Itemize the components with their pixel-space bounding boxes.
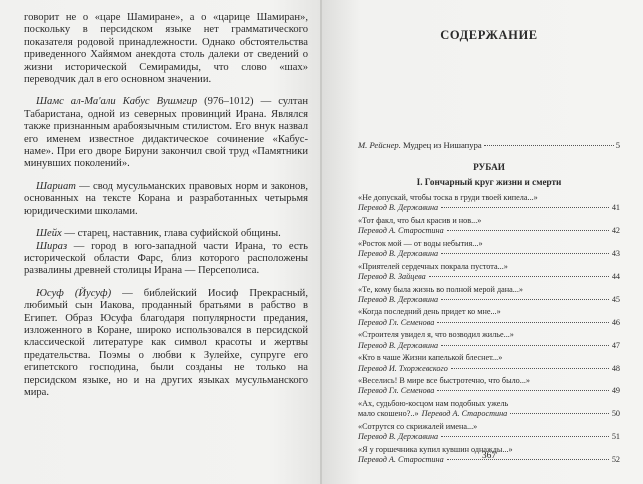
toc-page-number: 43 <box>611 249 620 259</box>
leader-dots <box>441 252 609 254</box>
toc-page-number: 42 <box>611 226 620 236</box>
toc-translator-row <box>358 364 620 374</box>
toc-page-number: 45 <box>611 294 620 304</box>
toc-page-number: 49 <box>611 386 620 396</box>
glossary-entry-sheikh: Шейх — старец, наставник, глава суфийской общины. <box>36 228 281 240</box>
toc-item[interactable] <box>358 422 620 443</box>
toc-translator-row <box>358 432 620 442</box>
toc-page-number: 51 <box>611 432 620 442</box>
toc-first-line: «Росток мой — от воды небытия...» <box>358 238 483 248</box>
toc-list <box>358 193 620 468</box>
toc-translator-row <box>358 318 620 328</box>
toc-first-line: «Веселись! В мире все быстротечно, что было...» <box>358 376 531 386</box>
toc-translator-row <box>358 386 620 396</box>
toc-intro-entry[interactable] <box>358 140 620 150</box>
glossary-paragraph-continued: говорит не о «царе Шамиране», а о «царице Шамиран», поскольку в персидском языке нет грамматического показателя родовой принадлежности. Однако обстоятельства приведенного Хайямом анекдота столь далеки от сведений о жизни исторической Семирамиды, что слово «шах» переводчик дал в его основном значении. <box>24 12 308 86</box>
leader-dots <box>510 412 609 414</box>
toc-translator-row <box>358 203 620 213</box>
toc-page-number: 44 <box>611 271 620 281</box>
toc-second-line: мало скошено?..» <box>358 409 419 419</box>
toc-translator: Перевод А. Старостина <box>358 455 444 465</box>
toc-translator: Перевод В. Державина <box>358 249 439 259</box>
toc-first-line: «Строителя увидел я, что возводил жилье...» <box>358 330 514 340</box>
toc-item[interactable] <box>358 330 620 351</box>
toc-translator: Перевод А. Старостина <box>358 226 444 236</box>
toc-page-number: 52 <box>611 455 620 465</box>
glossary-entry-shams: Шамс ал-Ма'али Кабус Вушмгир (976–1012) — султан Табаристана, одной из северных провинций Ирана. Являлся также признанным арабоязычным стилистом. Его внук назвал его именем известное дидактическое сочинение «Кабус-наме». При его дворе Бируни закончил свой труд «Памятники минувших поколений». <box>24 96 308 170</box>
toc-item[interactable] <box>358 307 620 328</box>
toc-translator: Перевод В. Зайцева <box>358 271 426 281</box>
intro-author: М. Рейснер. <box>358 140 401 150</box>
subsection-title: I. Гончарный круг жизни и смерти <box>416 177 562 187</box>
toc-translator-row <box>358 272 620 282</box>
toc-translator-row <box>358 409 620 419</box>
leader-dots <box>441 344 609 346</box>
toc-translator: Перевод В. Державина <box>358 340 439 350</box>
toc-item[interactable] <box>358 193 620 214</box>
toc-translator: Перевод Гл. Семенова <box>358 317 435 327</box>
section-title: РУБАИ <box>473 162 505 172</box>
toc-page-number: 47 <box>611 340 620 350</box>
intro-page: 5 <box>615 140 620 150</box>
leader-dots <box>484 144 614 146</box>
toc-item[interactable] <box>358 216 620 237</box>
toc-first-line: «Те, кому была жизнь во полной мерой дана...» <box>358 284 523 294</box>
toc-first-line: «Тот факл, что был красив и нов...» <box>358 215 482 225</box>
toc-translator-row <box>358 226 620 236</box>
toc-translator: Перевод В. Державина <box>358 203 439 213</box>
glossary-entry-yusuf: Юсуф (Йусуф) — библейский Иосиф Прекрасный, любимый сын Иакова, проданный братьями в рабство в Египет. Образ Юсуфа благодаря популярности предания, изложенного в Коране, широко использовался в персидской классической литературе как символ красоты и жертвы предательства. Поэмы о любви к Зулейхе, супруге его египетского господина, были созданы не только на персидском языке, но и на других языках мусульманского мира. <box>24 287 308 398</box>
leader-dots <box>441 206 609 208</box>
toc-translator-row <box>358 295 620 305</box>
toc-first-line: «Приятелей сердечных покрала пустота...» <box>358 261 508 271</box>
toc-item[interactable] <box>358 376 620 397</box>
toc-first-line: «Когда последний день придет ко мне...» <box>358 307 501 317</box>
leader-dots <box>429 275 609 277</box>
toc-title: СОДЕРЖАНИЕ <box>440 28 538 42</box>
leader-dots <box>447 229 609 231</box>
toc-item[interactable] <box>358 353 620 374</box>
leader-dots <box>437 321 608 323</box>
left-page <box>0 0 321 484</box>
toc-first-line: «Ах, судьбою-косцом нам подобных ужель <box>358 399 509 409</box>
leader-dots <box>441 435 609 437</box>
toc-first-line: «Кто в чаше Жизни капелькой блеснет...» <box>358 353 503 363</box>
toc-item[interactable] <box>358 262 620 283</box>
toc-page-number: 46 <box>611 317 620 327</box>
toc-translator: Перевод Гл. Семенова <box>358 386 435 396</box>
glossary-text <box>24 12 308 399</box>
toc-translator: Перевод В. Державина <box>358 432 439 442</box>
glossary-entry-shiraz: Шираз — город в юго-западной части Ирана, то есть исторической области Фарс, близ которого расположены развалины древней столицы Ирана — Персеполиса. <box>24 240 308 277</box>
toc-item[interactable] <box>358 285 620 306</box>
toc-item[interactable] <box>358 239 620 260</box>
glossary-entry-shariat: Шариат — свод мусульманских правовых норм и законов, основанных на тексте Корана и разработанных четырьмя юридическими школами. <box>24 180 308 217</box>
page-number: 367 <box>481 451 497 461</box>
toc-first-line: «Сотрутся со скрижалей имена...» <box>358 421 478 431</box>
toc-translator: Перевод В. Державина <box>358 294 439 304</box>
toc-first-line: «Не допускай, чтобы тоска в груди твоей кипела...» <box>358 193 538 202</box>
toc-item[interactable] <box>358 399 620 420</box>
intro-title: Мудрец из Нишапура <box>403 140 482 150</box>
toc-translator: Перевод А. Старостина <box>421 409 508 419</box>
toc-translator: Перевод И. Тхоржевского <box>358 363 448 373</box>
leader-dots <box>451 367 609 369</box>
leader-dots <box>441 298 609 300</box>
toc-page-number: 50 <box>611 409 620 419</box>
toc-translator-row <box>358 249 620 259</box>
leader-dots <box>437 389 608 391</box>
toc-first-line: «Я у горшечника купил кувшин однажды...» <box>358 444 513 454</box>
toc-translator-row <box>358 341 620 351</box>
toc-page-number: 48 <box>611 363 620 373</box>
toc-page-number: 41 <box>611 203 620 213</box>
